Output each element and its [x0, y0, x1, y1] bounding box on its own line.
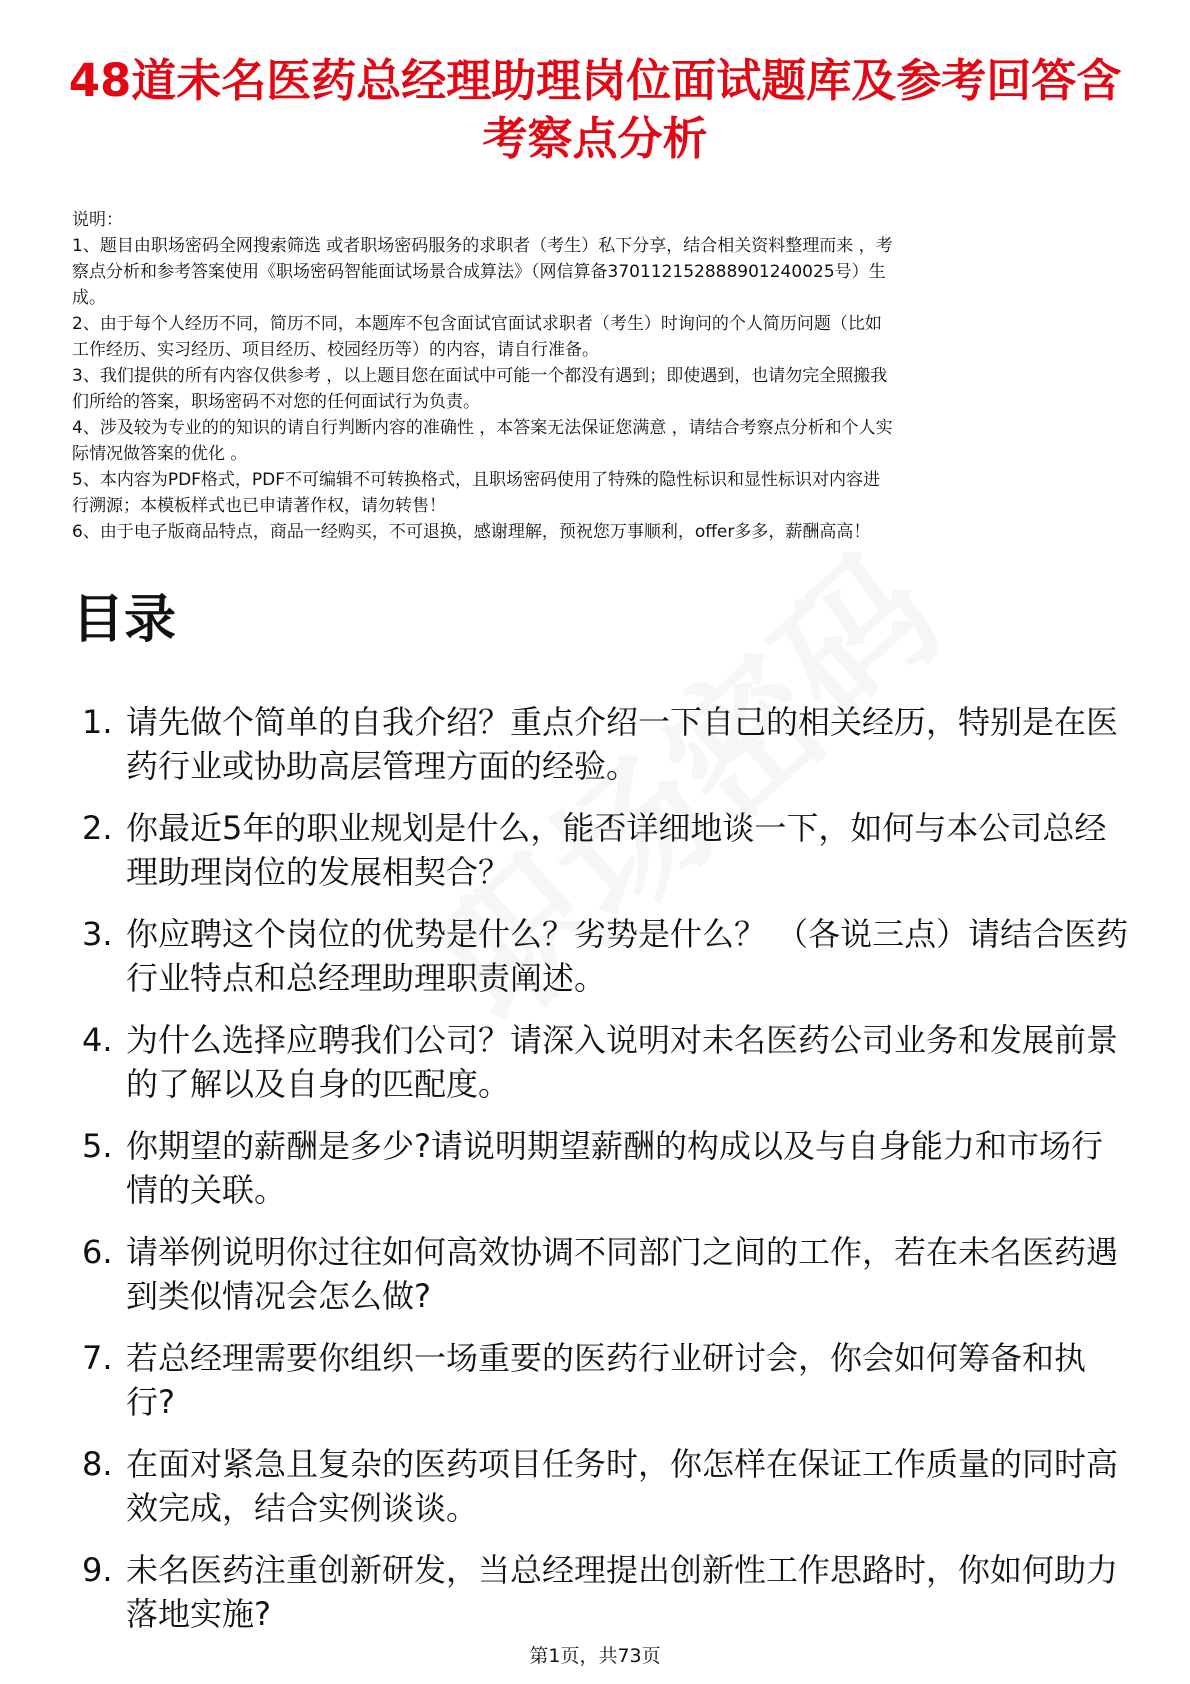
toc-item[interactable] — [72, 1018, 1132, 1106]
toc-item-number: 7. — [82, 1339, 113, 1377]
toc-item-number: 1. — [82, 703, 113, 741]
page-footer: 第1页，共73页 — [529, 1645, 661, 1667]
toc-item[interactable] — [72, 912, 1132, 1000]
toc-item-number: 6. — [82, 1233, 113, 1271]
toc-item[interactable] — [72, 1230, 1132, 1318]
toc-item-text: 你最近5年的职业规划是什么，能否详细地谈一下，如何与本公司总经理助理岗位的发展相契合？ — [126, 809, 1107, 891]
toc-item-number: 4. — [82, 1021, 113, 1059]
toc-item[interactable] — [72, 700, 1132, 788]
toc-item-number: 5. — [82, 1127, 113, 1165]
notes-line: 行溯源；本模板样式也已申请著作权，请勿转售！ — [72, 496, 446, 516]
notes-line: 2、由于每个人经历不同，简历不同，本题库不包含面试官面试求职者（考生）时询问的个人简历问题（比如 — [72, 314, 882, 334]
notes-line: 们所给的答案，职场密码不对您的任何面试行为负责。 — [72, 392, 480, 412]
notes-line: 1、题目由职场密码全网搜索筛选 或者职场密码服务的求职者（考生）私下分享，结合相关资料整理而来 ，考 — [72, 236, 893, 256]
notes-line: 5、本内容为PDF格式，PDF不可编辑不可转换格式，且职场密码使用了特殊的隐性标识和显性标识对内容进 — [72, 470, 881, 490]
notes-line: 工作经历、实习经历、项目经历、校园经历等）的内容，请自行准备。 — [72, 340, 599, 360]
toc-item-number: 3. — [82, 915, 113, 953]
notes-line: 6、由于电子版商品特点，商品一经购买，不可退换，感谢理解，预祝您万事顺利，offer多多，薪酬高高！ — [72, 522, 871, 542]
toc-item[interactable] — [72, 806, 1132, 894]
toc-item-text: 你应聘这个岗位的优势是什么？劣势是什么？ （各说三点）请结合医药行业特点和总经理助理职责阐述。 — [126, 915, 1129, 997]
notes-section — [72, 207, 1122, 545]
toc-item-text: 若总经理需要你组织一场重要的医药行业研讨会，你会如何筹备和执行? — [126, 1339, 1087, 1421]
toc-item[interactable] — [72, 1336, 1132, 1424]
notes-line: 4、涉及较为专业的的知识的请自行判断内容的准确性 ，本答案无法保证您满意 ，请结合考察点分析和个人实 — [72, 418, 893, 438]
toc-item-text: 在面对紧急且复杂的医药项目任务时，你怎样在保证工作质量的同时高效完成，结合实例谈谈。 — [126, 1445, 1119, 1527]
toc-item-number: 8. — [82, 1445, 113, 1483]
toc-item-text: 请先做个简单的自我介绍？重点介绍一下自己的相关经历，特别是在医药行业或协助高层管理方面的经验。 — [126, 703, 1119, 785]
toc-heading: 目录 — [72, 590, 177, 650]
toc-item-text: 请举例说明你过往如何高效协调不同部门之间的工作，若在未名医药遇到类似情况会怎么做? — [126, 1233, 1119, 1315]
notes-line: 成。 — [72, 288, 106, 308]
toc-item[interactable] — [72, 1548, 1132, 1636]
toc-item[interactable] — [72, 1124, 1132, 1212]
notes-line: 3、我们提供的所有内容仅供参考 ，以上题目您在面试中可能一个都没有遇到；即使遇到，也请勿完全照搬我 — [72, 366, 888, 386]
toc-item-number: 9. — [82, 1551, 113, 1589]
toc-item-number: 2. — [82, 809, 113, 847]
notes-heading: 说明： — [72, 210, 123, 230]
toc-item-text: 未名医药注重创新研发，当总经理提出创新性工作思路时，你如何助力落地实施? — [126, 1551, 1119, 1633]
toc-item[interactable] — [72, 1442, 1132, 1530]
notes-line: 际情况做答案的优化 。 — [72, 444, 248, 464]
toc-item-text: 你期望的薪酬是多少?请说明期望薪酬的构成以及与自身能力和市场行情的关联。 — [126, 1127, 1103, 1209]
toc-list — [72, 700, 1132, 1654]
toc-item-text: 为什么选择应聘我们公司？请深入说明对未名医药公司业务和发展前景的了解以及自身的匹配度。 — [126, 1021, 1119, 1103]
notes-line: 察点分析和参考答案使用《职场密码智能面试场景合成算法》（网信算备370112152888901240025号）生 — [72, 262, 886, 282]
document-title: 48道未名医药总经理助理岗位面试题库及参考回答含考察点分析 — [68, 54, 1122, 165]
